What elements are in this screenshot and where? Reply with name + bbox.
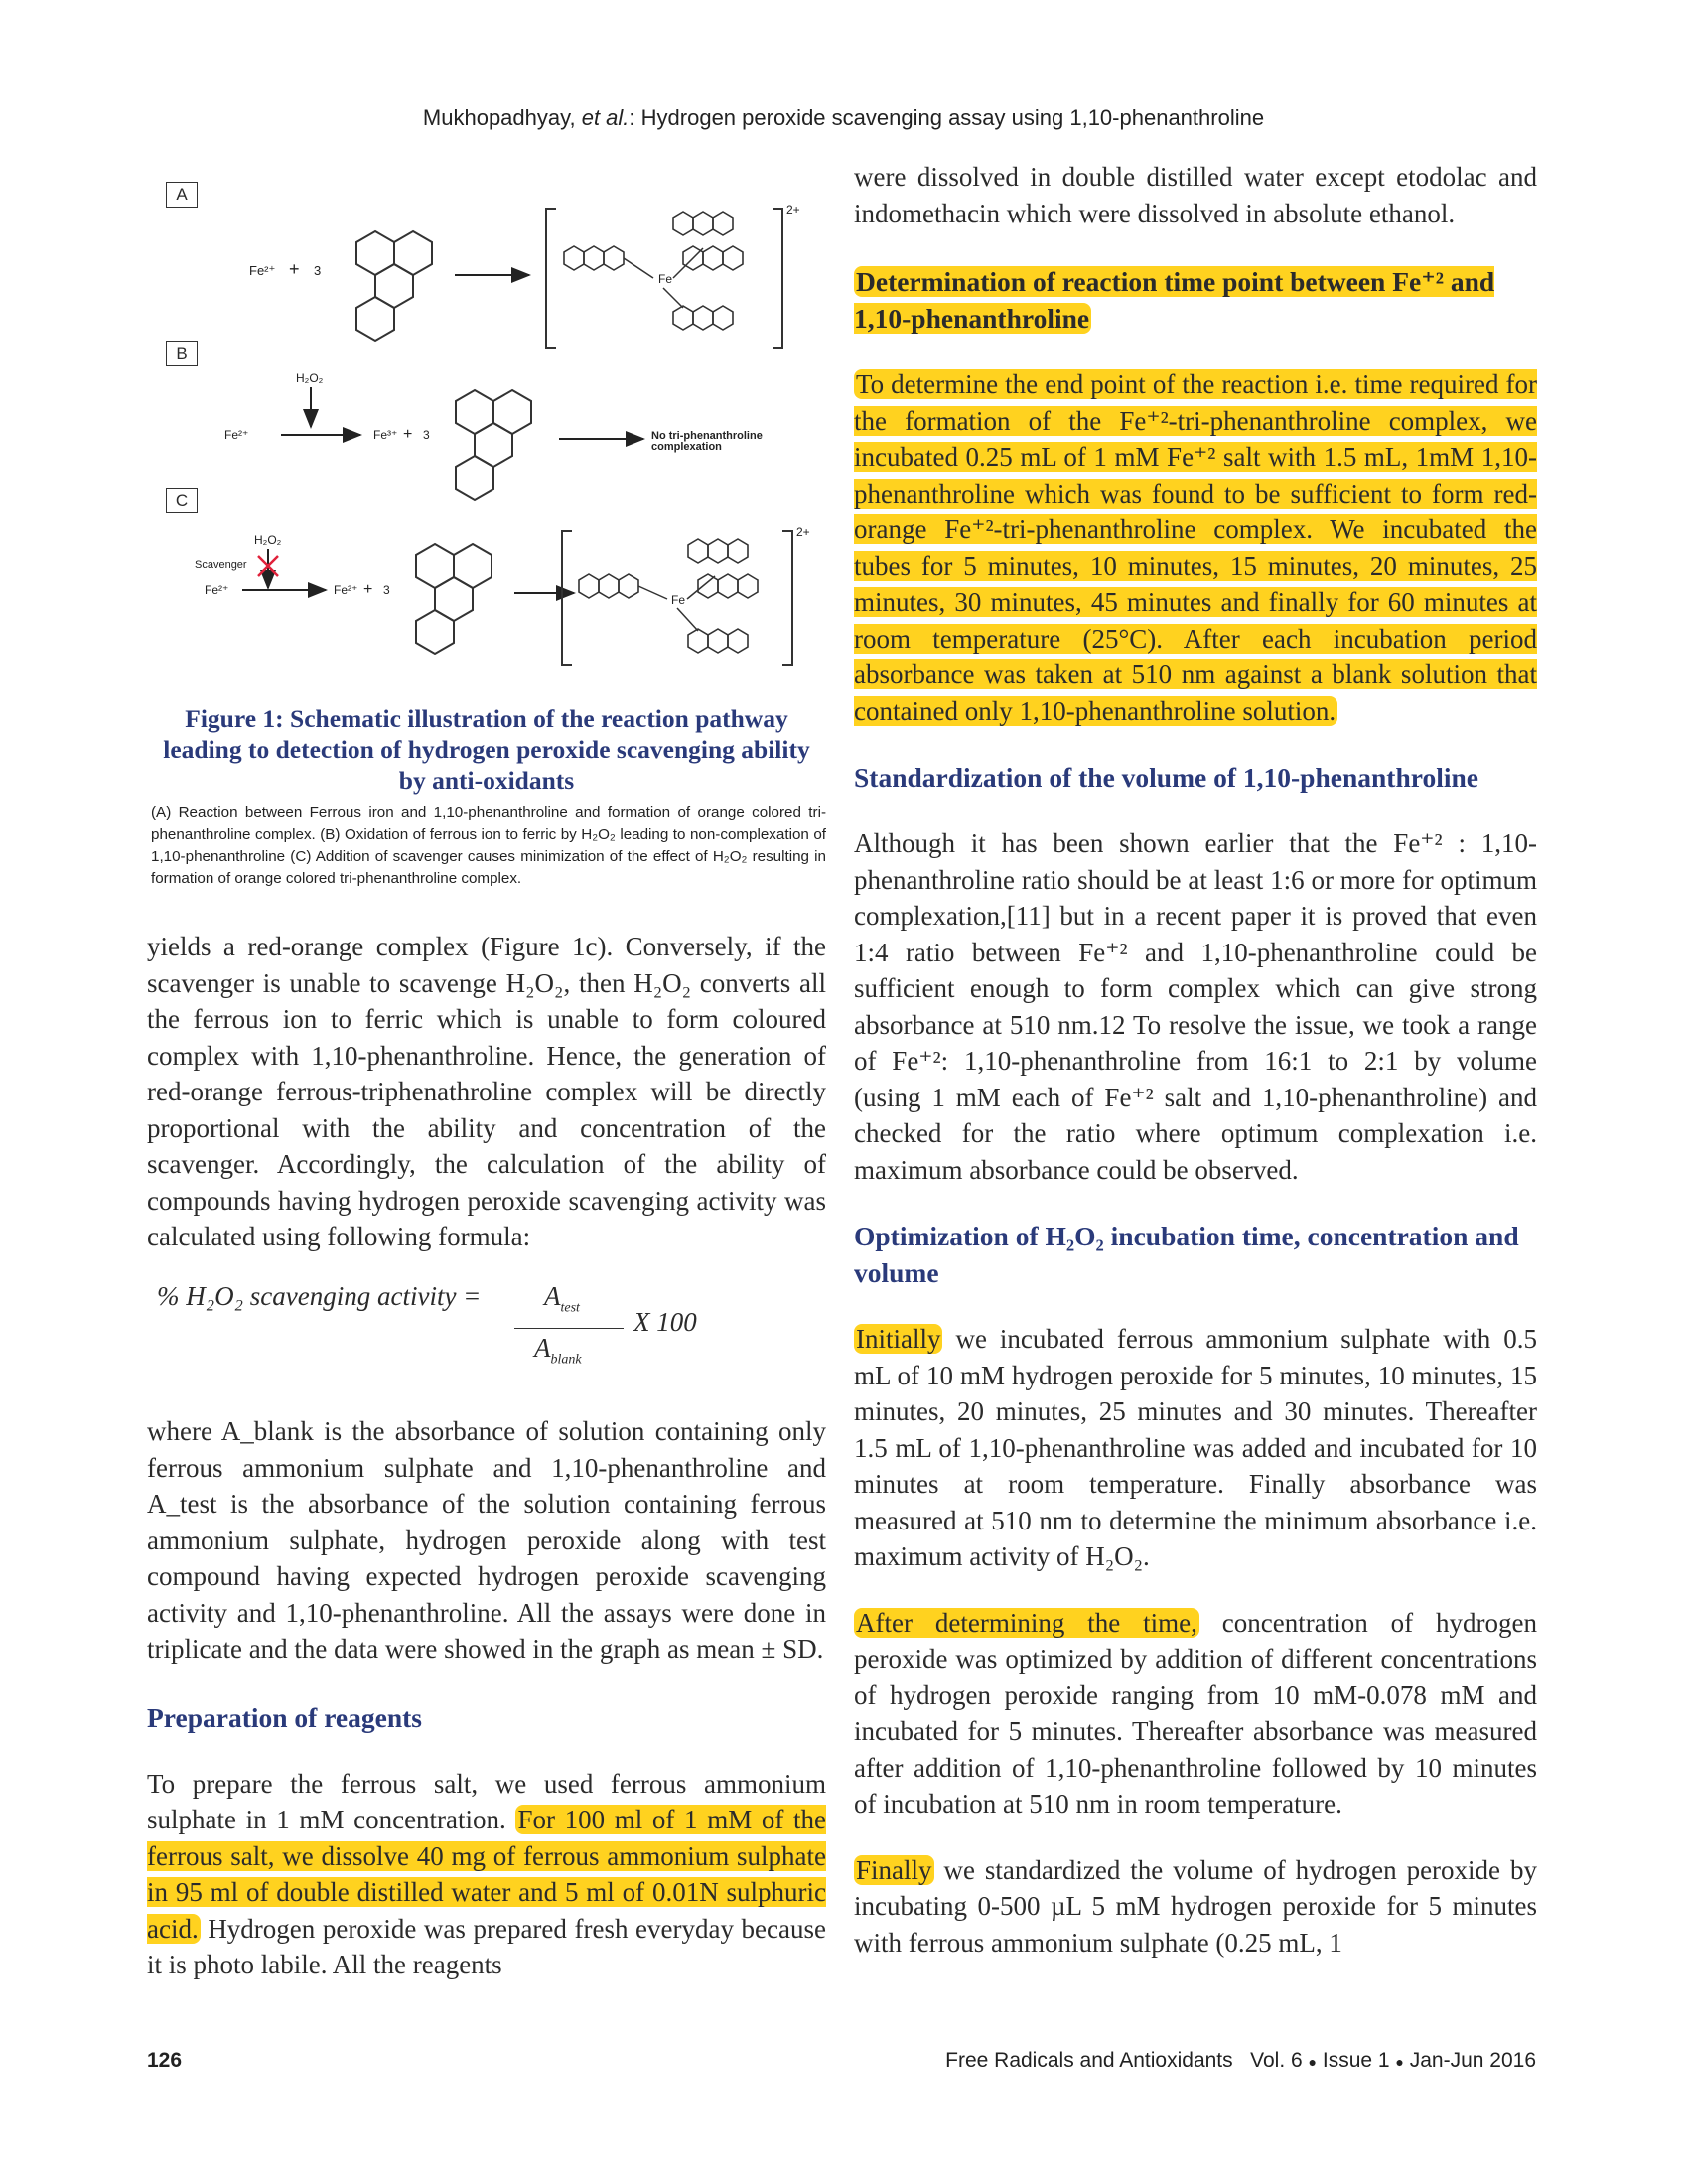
header-title: : Hydrogen peroxide scavenging assay using 1,10-phenanthroline [629,105,1265,130]
figure-caption: (A) Reaction between Ferrous iron and 1,10-phenanthroline and formation of orange colored tri-phenanthroline complex. (B) Oxidation of ferrous ion to ferric by H₂O₂ leading to non-complexation of 1,10-phenanthroline (C) Addition of scavenger causes minimization of the effect of H₂O₂ resulting in formation of orange colored tri-phenanthroline complex. [151,804,826,887]
left-column-upper [147,929,826,1255]
plus-a: + [289,259,300,279]
fe2-label-a: Fe²⁺ [249,263,276,278]
formula-lhs: % H₂O₂ scavenging activity = [157,1281,482,1311]
plus-c: + [363,581,373,598]
paragraph-where: where A_blank is the absorbance of solution containing only ferrous ammonium sulphate and 1,10-phenanthroline and A_test is the absorbance of the solution containing ferrous ammonium sulphate, hydrogen peroxide along with test compound having expected hydrogen peroxide scavenging activity and 1,10-phenanthroline. All the assays were done in triplicate and the data were showed in the graph as mean ± SD. [147,1416,826,1664]
panel-label-a: A [166,182,198,208]
fe-complex-a [564,212,743,330]
fe-complex-c [579,539,758,653]
plus-b: + [403,426,413,443]
fe2-label-c: Fe²⁺ [205,583,229,597]
bracket-right-a [773,209,782,348]
formula [157,1281,753,1390]
paragraph-optimization-2: After determining the time, concentration of hydrogen peroxide was optimized by addition of different concentrations of hydrogen peroxide ranging from 10 mM-0.078 mM and incubated for 5 minutes. Thereafter absorbance was measured after addition of 1,10-phenanthroline followed by 10 minutes of incubation at 510 nm in room temperature. [854,1607,1537,1819]
formula-multiplier: X 100 [633,1307,697,1337]
no-complexation-label-2: complexation [651,441,722,453]
no-complexation-label-1: No tri-phenanthroline [651,430,763,442]
charge-a: 2+ [786,203,800,217]
page-number: 126 [147,2049,183,2072]
figure-title: Figure 1: Schematic illustration of the reaction pathway leading to detection of hydrogen peroxide scavenging ability by anti-oxidants [163,704,810,795]
svg-text:Fe: Fe [658,272,673,286]
reaction-scheme-figure [147,159,842,715]
paragraph-reaction-time [854,366,1537,729]
panel-label-c: C [166,488,198,513]
formula-numerator: $A_{test}$ [544,1281,580,1316]
bracket-left-a [546,209,556,348]
fe2-label-c2: Fe²⁺ [334,583,358,597]
right-column [854,159,1537,1961]
paragraph-standardization: Although it has been shown earlier that the Fe⁺² : 1,10-phenanthroline ratio should be at least 1:6 or more for optimum complexation,[11] but in a recent paper it is proved that even 1:4 ratio between Fe⁺² and 1,10-phenanthroline could be sufficient enough to form complex which can give strong absorbance at 510 nm.12 To resolve the issue, we took a range of Fe⁺²: 1,10-phenanthroline from 16:1 to 2:1 by volume (using 1 mM each of Fe⁺² salt and 1,10-phenanthroline) and checked for the ratio where optimum complexation i.e. maximum absorbance could be observed. [854,828,1537,1185]
h2o2-label-b: H₂O₂ [296,371,324,385]
heading-optimization: Optimization of H₂O₂ incubation time, concentration and volume [854,1221,1519,1288]
three-a: 3 [314,263,322,278]
three-c: 3 [383,583,390,597]
scavenger-label: Scavenger [195,559,247,571]
left-column-lower [147,1413,826,1983]
panel-c-reaction [195,525,810,665]
panel-b-reaction [224,371,763,500]
formula-denominator: $A_{blank}$ [534,1333,582,1368]
phenanthroline-structure-a [356,231,432,341]
highlight-reaction-time: To determine the end point of the reaction i.e. time required for the formation of the Fe⁺²-tri-phenanthroline complex, we incubated 0.25 mL of 1 mM Fe⁺² salt with 1.5 mL, 1mM 1,10-phenanthroline which was found to be sufficient to form red-orange Fe⁺²-tri-phenanthroline complex. We incubated the tubes for 5 minutes, 10 minutes, 15 minutes, 20 minutes, 25 minutes, 30 minutes, 45 minutes and finally for 60 minutes at room temperature (25°C). After each incubation period absorbance was taken at 510 nm against a blank solution that contained only 1,10-phenanthroline solution. [854,369,1537,726]
bracket-right-c [782,531,792,665]
three-b: 3 [423,428,430,442]
header-author: Mukhopadhyay, [422,105,582,130]
heading-standardization: Standardization of the volume of 1,10-phenanthroline [854,762,1478,793]
fe3-label-b: Fe³⁺ [373,428,398,442]
svg-text:Fe: Fe [671,593,686,607]
panel-label-b: B [166,341,198,366]
highlight-ferrous-salt-prep: For 100 ml of 1 mM of the ferrous salt, we dissolve 40 mg of ferrous ammonium sulphate in 95 ml of double distilled water and 5 ml of 0.01N sulphuric acid. [147,1805,826,1944]
paragraph-reagents: To prepare the ferrous salt, we used ferrous ammonium sulphate in 1 mM concentration. For 100 ml of 1 mM of the ferrous salt, we dissolve 40 mg of ferrous ammonium sulphate in 95 ml of double distilled water and 5 ml of 0.01N sulphuric acid. Hydrogen peroxide was prepared fresh everyday because it is photo labile. All the reagents [147,1768,826,1979]
running-header [0,105,1687,131]
h2o2-label-c: H₂O₂ [254,533,282,547]
heading-preparation-of-reagents: Preparation of reagents [147,1701,422,1733]
panel-a-reaction [249,203,800,348]
bracket-left-c [562,531,572,665]
paragraph-optimization-3: Finally we standardized the volume of hydrogen peroxide by incubating 0-500 µL 5 mM hydrogen peroxide for 5 minutes with ferrous ammonium sulphate (0.25 mL, 1 [854,1854,1537,1958]
paragraph-dissolved: were dissolved in double distilled water except etodolac and indomethacin which were dissolved in absolute ethanol. [854,162,1537,228]
paragraph-optimization-1: Initially we incubated ferrous ammonium sulphate with 0.5 mL of 10 mM hydrogen peroxide for 5 minutes, 10 minutes, 15 minutes, 20 minutes, 25 minutes and 30 minutes. Thereafter 1.5 mL of 1,10-phenanthroline was added and incubated for 10 minutes at room temperature. Finally absorbance was measured at 510 nm to determine the minimum absorbance i.e. maximum activity of H₂O₂. [854,1324,1537,1571]
heading-reaction-time: Determination of reaction time point between Fe⁺² and 1,10-phenanthroline [854,266,1495,334]
fe2-label-b: Fe²⁺ [224,428,249,442]
header-etal: et al. [581,105,630,130]
charge-c: 2+ [796,525,810,539]
formula-fraction-line [514,1328,624,1329]
phenanthroline-structure-c [416,544,492,654]
phenanthroline-structure-b [456,390,531,500]
journal-footer: Free Radicals and Antioxidants Vol. 6 ● Issue 1 ● Jan-Jun 2016 [945,2049,1536,2072]
paragraph-scavenger: yields a red-orange complex (Figure 1c). Conversely, if the scavenger is unable to scavenge H₂O₂, then H₂O₂ converts all the ferrous ion to ferric which is unable to form coloured complex with 1,10-phenanthroline. Hence, the generation of red-orange ferrous-triphenathroline complex will be directly proportional with the ability and concentration of the scavenger. Accordingly, the calculation of the ability of compounds having hydrogen peroxide scavenging activity was calculated using following formula: [147,932,826,1251]
